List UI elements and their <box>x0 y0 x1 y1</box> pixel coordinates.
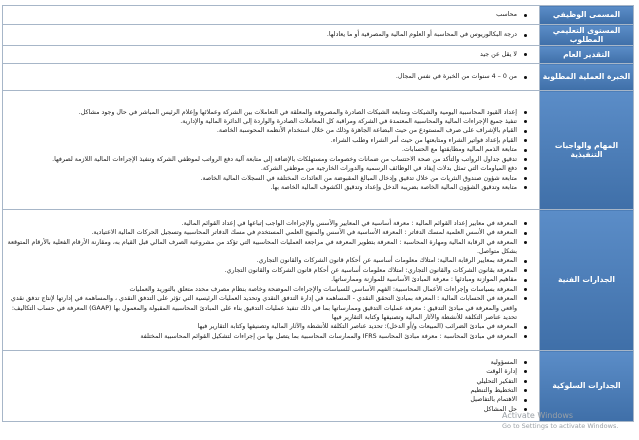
list-item: متابعة الذمم المالية ومطابقتها مع الحسابات. <box>7 145 529 154</box>
label-duties: المهام والواجبات التنفيذية <box>540 91 634 210</box>
row-technical-competencies <box>3 210 634 351</box>
job-description-table <box>2 5 634 422</box>
row-experience <box>3 64 634 91</box>
label-education: المستوى التعليمي المطلوب <box>540 25 634 46</box>
list-item: حل المشاكل <box>7 405 529 414</box>
watermark-title: Activate Windows <box>502 411 574 420</box>
list-education <box>3 30 539 39</box>
list-item: متابعة شؤون صندوق النثريات من خلال تدقيق وإدخال المبالغ المقبوضة من العائدات المختلفة في السجلات المالية الخاصة. <box>7 174 529 183</box>
row-duties <box>3 91 634 210</box>
list-item: مفاهيم الموازنة ومبادئها : معرفة المبادئ الأساسية للموازنة وممارساتها. <box>7 275 529 284</box>
row-job-title <box>3 6 634 25</box>
list-item: المعرفة في الرقابة المالية ومهارة المحاسبة : المعرفة بتطوير المعرفة في مراجعة العمليات المحاسبية التي تؤكد من مشروعية الصرف المالي قبل القيام به، ومقارنة الأرقام الفعلية بالأرقام المتوقعة بشكل متواصل. <box>7 238 529 257</box>
list-item: إعداد القيود المحاسبية اليومية والشيكات ومتابعة الشيكات الصادرة والمصروفة والمعلقة في التعاملات بين الشركة وعملائها وإعلام الرئيس المباشر في حال وجود مشاكل. <box>7 108 529 117</box>
list-item: القيام بالإشراف على صرف المستودع من حيث البضاعة الجاهزة وذلك من خلال استخدام الأنظمة المحوسبة الخاصة. <box>7 126 529 135</box>
list-item: إدارة الوقت <box>7 367 529 376</box>
list-item: محاسب <box>7 10 529 19</box>
list-technical-competencies <box>3 219 539 341</box>
list-item: المعرفة بسياسات وإجراءات الأعمال المحاسبية: الفهم الأساسي للسياسات والإجراءات الموضحة وخاصة بنظام مصرف محدد متعلق بالتوريد والعمليات <box>7 285 529 294</box>
list-item: من 0 – 4 سنوات من الخبرة في نفس المجال. <box>7 72 529 81</box>
list-item: المعرفة بمعايير الرقابة المالية: امتلاك معلومات أساسية عن أحكام قانون الشركات والقانون التجاري. <box>7 256 529 265</box>
list-item: التخطيط والتنظيم <box>7 386 529 395</box>
list-item: المعرفة في الأسس العلمية لمسك الدفاتر : المعرفة الأساسية في الأسس والمنهج العلمي المستخدم في مسك الدفاتر المحاسبية وتسجيل الحركات المالية الاعتيادية. <box>7 228 529 237</box>
activate-windows-watermark <box>502 410 637 432</box>
list-duties <box>3 108 539 193</box>
row-grade <box>3 46 634 64</box>
label-technical-competencies: الجدارات الفنية <box>540 210 634 351</box>
list-behavioral-competencies <box>3 358 539 414</box>
list-item: دفع المياومات التي تمثل بدلات إيفاد في الوظائف الرسمية والدورات الخارجية من موظفي الشركة. <box>7 164 529 173</box>
list-item: التفكير التحليلي <box>7 377 529 386</box>
list-grade <box>3 50 539 59</box>
list-item: المعرفة بقانون الشركات والقانون التجاري: امتلاك معلومات أساسية عن أحكام قانون الشركات والقانون التجاري. <box>7 266 529 275</box>
list-item: المعرفة في الحسابات المالية : المعرفة بمبادئ التحقق النقدي - المساهمة في إدارة التدفق النقدي وتحديد العمليات الرئيسية التي تؤثر على التدفق النقدي ، والمساهمة في إدارتها لإنتاج تدفق نقدي واقعي والمعرفة في مبادئ التدقيق : معرفة عمليات التدقيق وممارساتها بما في ذلك تنفيذ عمليات التدقيق بناء على المبادئ المحاسبية المقبولة والمعمول بها (GAAP) المعرفة في حساب التكاليف: تحديد عناصر التكلفة للأنشطة والآثار المالية وتصنيفها وكتابة التقارير فيها <box>7 294 529 322</box>
list-item: المسؤولية <box>7 358 529 367</box>
list-item: الاهتمام بالتفاصيل <box>7 395 529 404</box>
list-item: المعرفة في مبادئ الضرائب (المبيعات و/أو الدخل): تحديد عناصر التكلفة للأنشطة والآثار المالية وتصنيفها وكتابة التقارير فيها <box>7 322 529 331</box>
list-item: تنفيذ جميع الإجراءات المالية والمحاسبية المعتمدة في الشركة ومراقبة كل المعاملات الصادرة والواردة إلى الدائرة المالية والإدارية. <box>7 117 529 126</box>
list-job-title <box>3 10 539 19</box>
label-job-title: المسمى الوظيفي <box>540 6 634 25</box>
list-item: متابعة وتدقيق الشؤون المالية الخاصة بضريبة الدخل وإعداد وتدقيق الكشوف المالية الخاصة بها. <box>7 183 529 192</box>
watermark-subtitle: Go to Settings to activate Windows. <box>502 422 619 430</box>
list-item: المعرفة في مبادئ المحاسبة : معرفة مبادئ المحاسبة IFRS والممارسات المحاسبية بما يتصل بها من إجراءات لتشكيل القوائم المحاسبية المختلفة <box>7 332 529 341</box>
list-experience <box>3 72 539 81</box>
list-item: القيام بإعداد فواتير الشراء ومتابعتها من حيث أمر الشراء وطلب الشراء. <box>7 136 529 145</box>
list-item: المعرفة في معايير إعداد القوائم المالية : معرفة أساسية في المعايير والأسس والإجراءات الواجب إتباعها في إعداد القوائم المالية. <box>7 219 529 228</box>
list-item: درجة البكالوريوس في المحاسبة أو العلوم المالية والمصرفية أو ما يعادلها. <box>7 30 529 39</box>
label-grade: التقدير العام <box>540 46 634 64</box>
list-item: لا يقل عن جيد <box>7 50 529 59</box>
row-education <box>3 25 634 46</box>
list-item: تدقيق جداول الرواتب والتأكد من صحة الاحتساب من ضمانات وخصومات ومستهلكات بالإضافة إلى متابعة آلية دفع الرواتب لموظفي الشركة وتنفيذ الإجراءات المالية اللازمة لصرفها. <box>7 155 529 164</box>
label-experience: الخبرة العملية المطلوبة <box>540 64 634 91</box>
label-behavioral-competencies: الجدارات السلوكية <box>540 351 634 422</box>
